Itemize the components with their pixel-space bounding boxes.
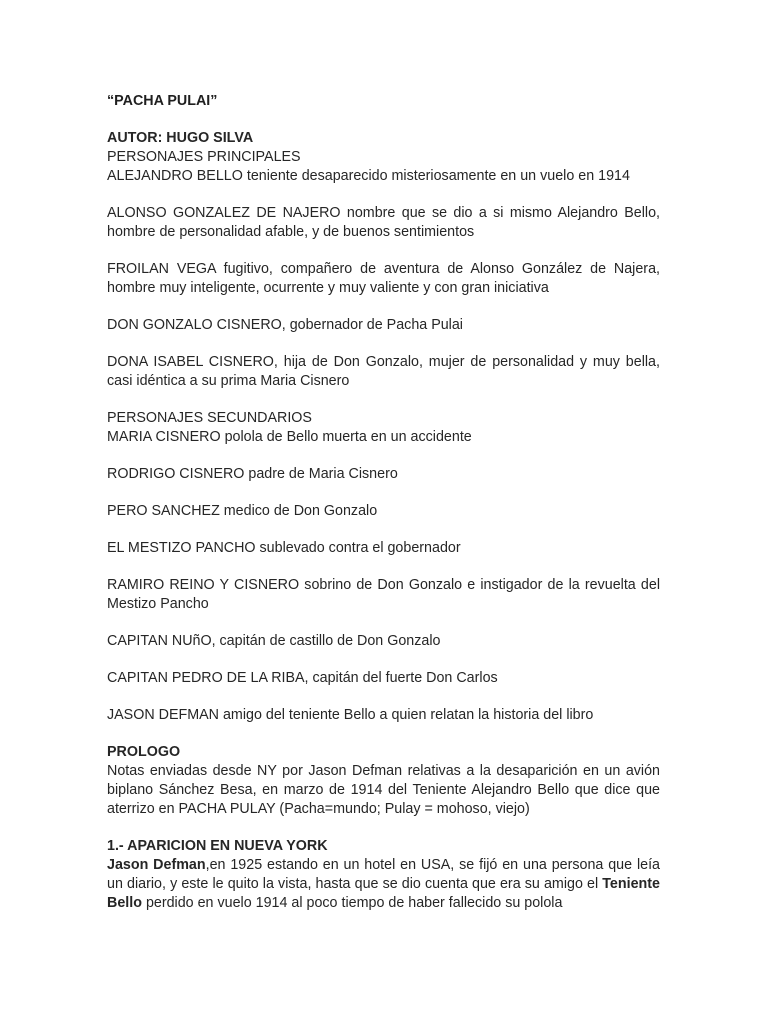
document-page [107, 92, 660, 913]
paragraph-text: ,en 1925 estando en un hotel en USA, se fijó en una persona que leía un diario, y este le quito la vista, hasta que se dio cuenta que era su amigo el [107, 857, 660, 892]
character-entry: CAPITAN NUñO, capitán de castillo de Don Gonzalo [107, 633, 441, 649]
prologue-paragraph: Notas enviadas desde NY por Jason Defman relativas a la desaparición en un avión biplano Sánchez Besa, en marzo de 1914 del Teniente Alejandro Bello que dice que aterrizo en PACHA PULAY (Pacha=mundo; Pulay = mohoso, viejo) [107, 763, 660, 817]
principal-characters-heading: PERSONAJES PRINCIPALES [107, 149, 301, 165]
character-entry: PERO SANCHEZ medico de Don Gonzalo [107, 503, 378, 519]
character-entry: RODRIGO CISNERO padre de Maria Cisnero [107, 466, 398, 482]
chapter-1-heading: 1.- APARICION EN NUEVA YORK [107, 838, 328, 854]
character-entry: ALEJANDRO BELLO teniente desaparecido misteriosamente en un vuelo en 1914 [107, 168, 630, 184]
author-line: AUTOR: HUGO SILVA [107, 130, 254, 146]
secondary-characters-heading: PERSONAJES SECUNDARIOS [107, 410, 312, 426]
character-entry: FROILAN VEGA fugitivo, compañero de aventura de Alonso González de Najera, hombre muy inteligente, ocurrente y muy valiente y con gran iniciativa [107, 261, 660, 296]
character-entry: DON GONZALO CISNERO, gobernador de Pacha Pulai [107, 317, 463, 333]
character-entry: JASON DEFMAN amigo del teniente Bello a quien relatan la historia del libro [107, 707, 594, 723]
character-entry: ALONSO GONZALEZ DE NAJERO nombre que se dio a si mismo Alejandro Bello, hombre de personalidad afable, y de buenos sentimientos [107, 205, 660, 240]
document-title: “PACHA PULAI” [107, 93, 218, 109]
character-entry: EL MESTIZO PANCHO sublevado contra el gobernador [107, 540, 461, 556]
chapter-1-paragraph [107, 856, 660, 913]
character-entry: CAPITAN PEDRO DE LA RIBA, capitán del fuerte Don Carlos [107, 670, 498, 686]
prologue-heading: PROLOGO [107, 744, 181, 760]
character-name-bello: Teniente Bello [107, 876, 660, 911]
character-entry: MARIA CISNERO polola de Bello muerta en un accidente [107, 429, 472, 445]
character-name-defman: Jason Defman [107, 857, 206, 873]
character-entry: DONA ISABEL CISNERO, hija de Don Gonzalo, mujer de personalidad y muy bella, casi idéntica a su prima Maria Cisnero [107, 354, 660, 389]
paragraph-text: perdido en vuelo 1914 al poco tiempo de haber fallecido su polola [141, 895, 563, 911]
character-entry: RAMIRO REINO Y CISNERO sobrino de Don Gonzalo e instigador de la revuelta del Mestizo Pancho [107, 577, 660, 612]
